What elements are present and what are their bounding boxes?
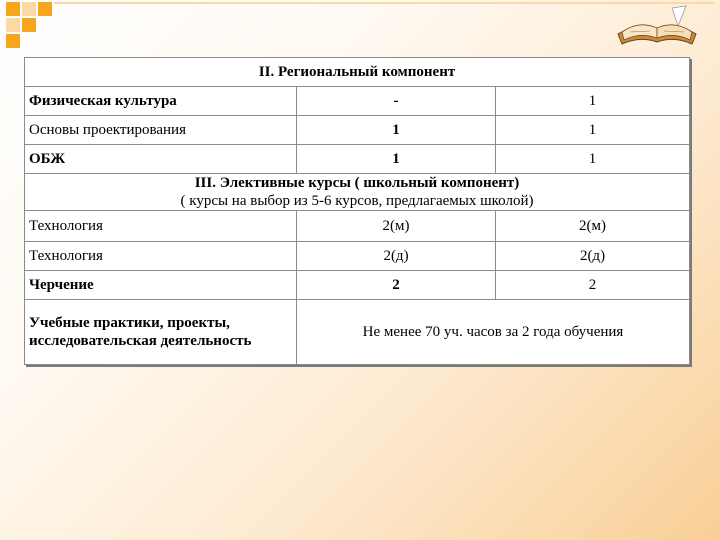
subject-name: Технология (25, 242, 297, 271)
table-row (25, 271, 690, 300)
decor-square (6, 18, 20, 32)
subject-name: Учебные практики, проекты, исследовательская деятельность (25, 300, 297, 365)
section-header-row (25, 174, 690, 211)
subject-name: Черчение (25, 271, 297, 300)
subject-name: ОБЖ (25, 145, 297, 174)
section-header-row (25, 58, 690, 87)
hours-col1: 2(м) (297, 211, 496, 242)
table-row (25, 116, 690, 145)
table-row (25, 211, 690, 242)
section-2-title: II. Региональный компонент (25, 58, 690, 87)
hours-col2: 1 (496, 87, 690, 116)
table-row (25, 145, 690, 174)
table-row (25, 300, 690, 365)
decor-square (38, 2, 52, 16)
curriculum-table (24, 57, 690, 365)
hours-col2: 2 (496, 271, 690, 300)
hours-summary: Не менее 70 уч. часов за 2 года обучения (297, 300, 690, 365)
decor-square (6, 34, 20, 48)
hours-col1: 2 (297, 271, 496, 300)
hours-col2: 2(д) (496, 242, 690, 271)
open-book-icon (612, 4, 702, 48)
subject-name: Основы проектирования (25, 116, 297, 145)
decor-square (22, 2, 36, 16)
hours-col1: 1 (297, 116, 496, 145)
hours-col1: 1 (297, 145, 496, 174)
decor-square (6, 2, 20, 16)
subject-name: Физическая культура (25, 87, 297, 116)
hours-col2: 1 (496, 116, 690, 145)
decor-square (22, 18, 36, 32)
table-row (25, 87, 690, 116)
section-3-subtitle: ( курсы на выбор из 5-6 курсов, предлагаемых школой) (180, 193, 534, 209)
hours-col1: 2(д) (297, 242, 496, 271)
section-3-header (25, 174, 690, 211)
table-row (25, 242, 690, 271)
hours-col2: 2(м) (496, 211, 690, 242)
hours-col2: 1 (496, 145, 690, 174)
hours-col1: - (297, 87, 496, 116)
subject-name: Технология (25, 211, 297, 242)
section-3-title: III. Элективные курсы ( школьный компонент) (194, 175, 520, 191)
